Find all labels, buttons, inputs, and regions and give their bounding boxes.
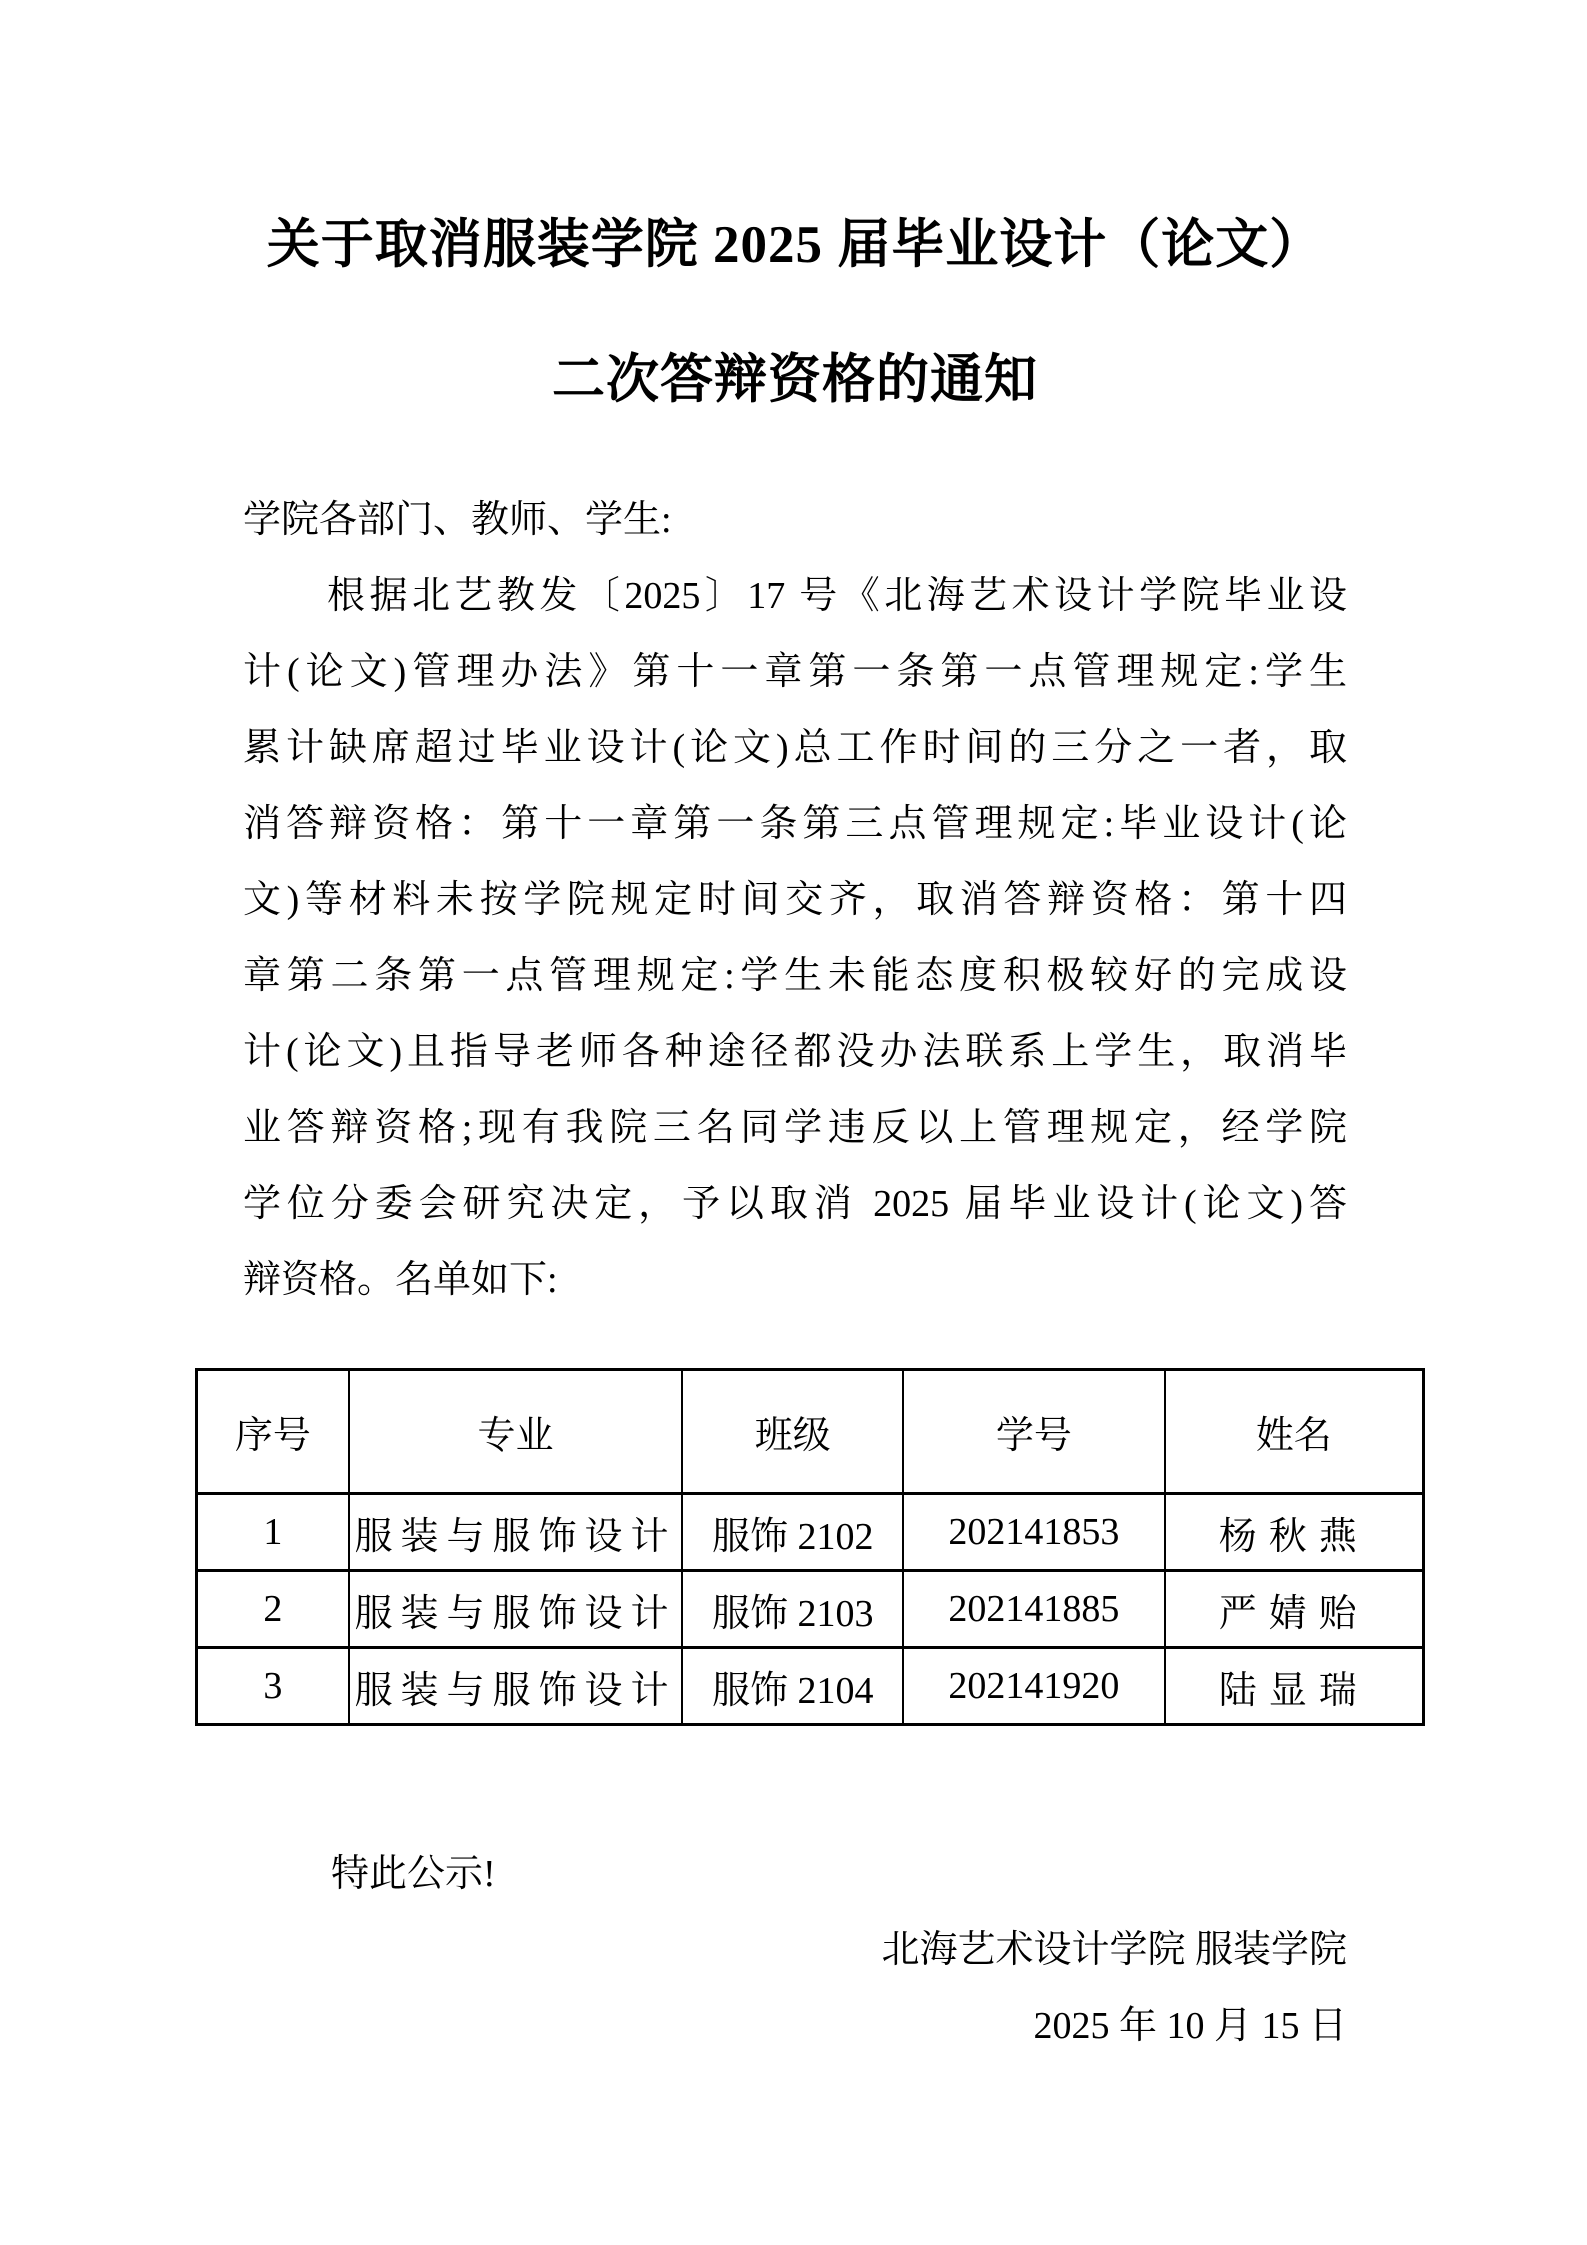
cell-index: 3	[197, 1648, 349, 1725]
table-row	[197, 1571, 1424, 1648]
table-row	[197, 1648, 1424, 1725]
body-line: 累计缺席超过毕业设计(论文)总工作时间的三分之一者，取	[243, 727, 1347, 769]
cell-class: 服饰 2104	[682, 1648, 903, 1725]
cell-name: 严婧贻	[1165, 1571, 1424, 1648]
cell-name: 杨秋燕	[1165, 1494, 1424, 1571]
title-line-2: 二次答辩资格的通知	[552, 351, 1038, 409]
announcement-line: 特此公示!	[331, 1853, 496, 1895]
body-line: 学位分委会研究决定，予以取消 2025 届毕业设计(论文)答	[243, 1183, 1347, 1225]
cancelled-students-table	[195, 1368, 1425, 1726]
body-line: 辩资格。名单如下:	[243, 1259, 558, 1301]
cell-student-id: 202141885	[903, 1571, 1164, 1648]
header-student-id: 学号	[903, 1370, 1164, 1494]
cell-major: 服装与服饰设计	[349, 1494, 683, 1571]
cell-index: 1	[197, 1494, 349, 1571]
notice-body-paragraph	[243, 558, 1347, 1318]
cell-index: 2	[197, 1571, 349, 1648]
title-line-1: 关于取消服装学院 2025 届毕业设计（论文）	[266, 216, 1324, 274]
salutation-line: 学院各部门、教师、学生:	[243, 499, 672, 541]
body-line: 章第二条第一点管理规定:学生未能态度积极较好的完成设	[243, 955, 1347, 997]
table-row	[197, 1494, 1424, 1571]
closing-block	[243, 1836, 1347, 2064]
body-line: 根据北艺教发〔2025〕17 号《北海艺术设计学院毕业设	[327, 575, 1347, 617]
cell-student-id: 202141853	[903, 1494, 1164, 1571]
body-line: 计(论文)管理办法》第十一章第一条第一点管理规定:学生	[243, 651, 1347, 693]
body-line: 文)等材料未按学院规定时间交齐，取消答辩资格：第十四	[243, 879, 1347, 921]
signature-line: 北海艺术设计学院 服装学院	[881, 1929, 1347, 1971]
cell-major: 服装与服饰设计	[349, 1648, 683, 1725]
body-line: 消答辩资格：第十一章第一条第三点管理规定:毕业设计(论	[243, 803, 1347, 845]
body-line: 业答辩资格;现有我院三名同学违反以上管理规定，经学院	[243, 1107, 1347, 1149]
date-line: 2025 年 10 月 15 日	[1033, 2005, 1347, 2047]
header-index: 序号	[197, 1370, 349, 1494]
cell-major: 服装与服饰设计	[349, 1571, 683, 1648]
cell-name: 陆显瑞	[1165, 1648, 1424, 1725]
cell-student-id: 202141920	[903, 1648, 1164, 1725]
header-name: 姓名	[1165, 1370, 1424, 1494]
document-title	[243, 178, 1347, 448]
cell-class: 服饰 2103	[682, 1571, 903, 1648]
header-class: 班级	[682, 1370, 903, 1494]
header-major: 专业	[349, 1370, 683, 1494]
table-header-row	[197, 1370, 1424, 1494]
body-line: 计(论文)且指导老师各种途径都没办法联系上学生，取消毕	[243, 1031, 1347, 1073]
cell-class: 服饰 2102	[682, 1494, 903, 1571]
